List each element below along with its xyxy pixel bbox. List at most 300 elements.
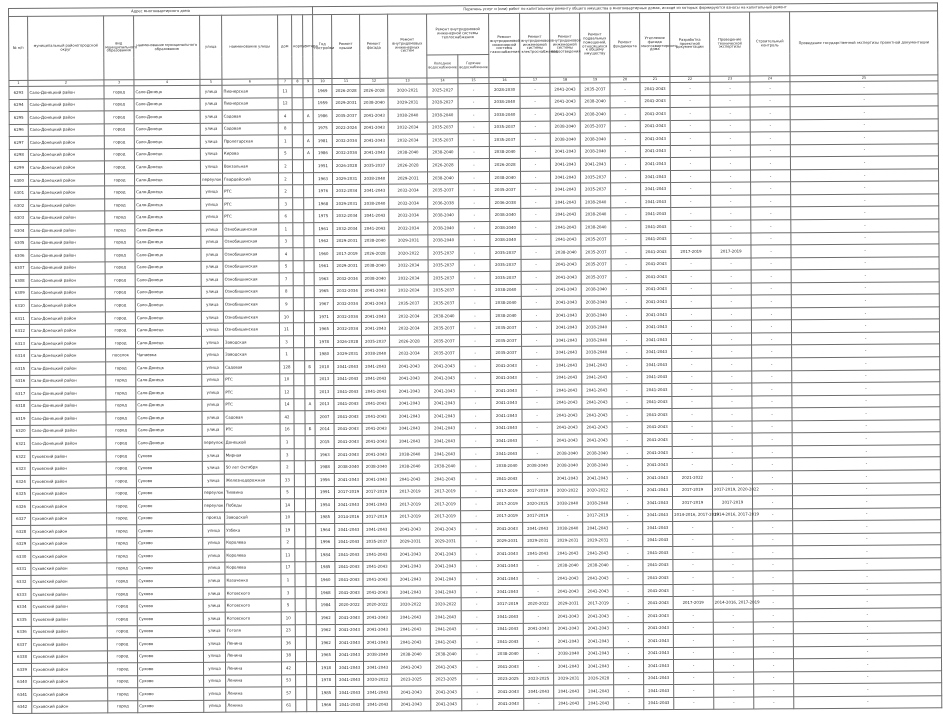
cell-tech-expertise: - <box>711 170 751 183</box>
cell-house: 9 <box>279 298 293 311</box>
cell-house: 5 <box>278 147 292 160</box>
cell-hot-water: - <box>459 196 490 209</box>
cell-house: 16 <box>280 424 294 437</box>
cell-foundation-repair: - <box>612 459 642 472</box>
cell-project-docs: - <box>672 371 712 384</box>
cell-row-number: 6309 <box>10 287 29 300</box>
cell-settlement: Сало-Донецк <box>135 324 201 337</box>
cell-korpus <box>292 135 303 148</box>
cell-letter <box>306 599 316 612</box>
cell-gas-repair: 2035-2037 <box>490 246 521 259</box>
cell-street-type: улица <box>201 186 223 199</box>
cell-facade-insulation: 2041-2043 <box>642 358 672 371</box>
cell-korpus <box>293 185 304 198</box>
cell-construction-control: - <box>753 558 793 571</box>
cell-foundation-repair: - <box>612 409 642 422</box>
cell-street: Садовая <box>222 110 278 123</box>
cell-district: Сало-Донецкий район <box>29 224 105 237</box>
cell-korpus <box>296 674 307 687</box>
cell-roof-repair: 2026-2028 <box>332 84 360 97</box>
cell-house: 8 <box>279 286 293 299</box>
cell-street: РТС <box>223 185 279 198</box>
cell-construction-control: - <box>754 684 794 697</box>
cell-facade-insulation: 2041-2043 <box>642 409 672 422</box>
cell-korpus <box>295 499 306 512</box>
cell-district: Сало-Донецкий район <box>28 124 104 137</box>
cell-cold-water: 2020-2022 <box>430 598 461 611</box>
cell-state-expertise: - <box>793 608 941 621</box>
cell-engineering-repair: 2017-2019 <box>391 511 430 524</box>
cell-sewer-repair: 2041-2043 <box>552 397 582 410</box>
column-number: 7 <box>278 79 292 85</box>
cell-row-number: 6305 <box>10 237 29 250</box>
col-header-year: Год постройки <box>313 15 332 79</box>
cell-power-repair: 2020-2025 <box>523 497 553 510</box>
col-header-power: Ремонт внутридомовой инженерной системы электроснабжения <box>520 13 550 77</box>
cell-letter <box>306 624 316 637</box>
cell-district: Суховский район <box>30 475 106 488</box>
cell-engineering-repair: 2029-2031 <box>391 536 430 549</box>
cell-settlement-type: город <box>105 261 135 274</box>
cell-state-expertise: - <box>794 658 942 671</box>
cell-district: Суховский район <box>31 613 107 626</box>
cell-foundation-repair: - <box>612 421 642 434</box>
column-number: 1 <box>9 80 28 86</box>
cell-foundation-repair: - <box>611 183 641 196</box>
cell-house: 42 <box>282 662 296 675</box>
cell-facade-insulation: 2041-2043 <box>644 672 674 685</box>
cell-house: 11 <box>281 549 295 562</box>
cell-korpus <box>294 336 305 349</box>
cell-foundation-repair: - <box>612 384 642 397</box>
cell-cellar-repair: 2038-2040 <box>583 497 613 510</box>
cell-district: Сало-Донецкий район <box>30 412 106 425</box>
cell-state-expertise: - <box>793 570 941 583</box>
cell-year-built: 1985 <box>317 687 336 700</box>
cell-project-docs: - <box>674 684 714 697</box>
cell-engineering-repair: 2032-2034 <box>388 134 427 147</box>
cell-year-built: 1961 <box>314 223 333 236</box>
cell-construction-control: - <box>752 383 792 396</box>
column-number: 2 <box>28 80 104 86</box>
cell-foundation-repair: - <box>611 283 641 296</box>
cell-tech-expertise: - <box>711 320 751 333</box>
cell-settlement: Сухово <box>137 499 203 512</box>
cell-letter: Б <box>305 361 315 374</box>
cell-street: Ленина <box>226 700 282 713</box>
cell-hot-water: - <box>458 84 489 97</box>
cell-district: Суховский район <box>31 513 107 526</box>
cell-settlement: Сало-Донецк <box>134 136 200 149</box>
cell-gas-repair: 2029-2031 <box>492 535 523 548</box>
cell-tech-expertise: - <box>711 207 751 220</box>
cell-gas-repair: 2041-2043 <box>492 573 523 586</box>
cell-cold-water: 2041-2043 <box>431 699 462 712</box>
cell-roof-repair: 2041-2043 <box>334 411 362 424</box>
cell-district: Сало-Донецкий район <box>28 161 104 174</box>
col-header-settlement: наименование муниципального образования <box>134 15 200 79</box>
cell-hot-water: - <box>458 96 489 109</box>
cell-hot-water: - <box>460 447 491 460</box>
cell-hot-water: - <box>461 560 492 573</box>
cell-roof-repair: 2032-2034 <box>333 285 361 298</box>
cell-cellar-repair: 2041-2043 <box>583 610 613 623</box>
cell-street: Донецкой <box>224 436 280 449</box>
cell-letter <box>304 235 314 248</box>
cell-settlement-type: город <box>106 424 136 437</box>
col-header-control: Проведение государственной экспертизы проектной документации <box>790 11 939 76</box>
cell-house: 12 <box>280 386 294 399</box>
cell-house: 14 <box>280 398 294 411</box>
cell-hot-water: - <box>458 134 489 147</box>
cell-sewer-repair: 2041-2043 <box>551 221 581 234</box>
cell-year-built: 2013 <box>315 398 334 411</box>
cell-roof-repair: 2041-2043 <box>335 649 363 662</box>
cell-cellar-repair: 2035-2037 <box>581 246 611 259</box>
cell-year-built: 1962 <box>314 235 333 248</box>
table-body <box>9 81 942 714</box>
cell-state-expertise: - <box>791 256 939 269</box>
cell-facade-repair: 2041-2043 <box>363 498 391 511</box>
cell-construction-control: - <box>753 533 793 546</box>
cell-letter <box>305 373 315 386</box>
cell-settlement-type: город <box>105 249 135 262</box>
cell-tech-expertise: - <box>714 672 754 685</box>
cell-letter <box>304 323 314 336</box>
cell-row-number: 6327 <box>12 513 31 526</box>
cell-engineering-repair: 2041-2043 <box>391 523 430 536</box>
cell-cold-water: 2038-2040 <box>428 172 459 185</box>
cell-cold-water: 2038-2040 <box>429 460 460 473</box>
cell-facade-repair: 2041-2043 <box>360 109 388 122</box>
cell-letter <box>303 160 313 173</box>
cell-street: РТС <box>223 210 279 223</box>
cell-settlement: Сало-Донецк <box>135 236 201 249</box>
cell-roof-repair: 2041-2043 <box>334 373 362 386</box>
cell-district: Сало-Донецкий район <box>29 274 105 287</box>
cell-street: Котовского <box>225 599 281 612</box>
cell-state-expertise: - <box>793 545 941 558</box>
cell-hot-water: - <box>461 636 492 649</box>
cell-cold-water: 2041-2043 <box>429 423 460 436</box>
cell-gas-repair: 2041-2043 <box>492 623 523 636</box>
cell-letter <box>305 436 315 449</box>
header-row <box>9 11 938 58</box>
cell-construction-control: - <box>753 521 793 534</box>
col-header-foundation: Ремонт фундамента <box>610 13 640 77</box>
cell-cold-water: 2029-2031 <box>430 535 461 548</box>
cell-construction-control: - <box>753 546 793 559</box>
cell-power-repair: 2029-2031 <box>523 535 553 548</box>
cell-street: Победы <box>225 499 281 512</box>
cell-cellar-repair: 2038-2040 <box>580 108 610 121</box>
cell-roof-repair: 2029-2031 <box>333 235 361 248</box>
cell-street-type: улица <box>204 687 226 700</box>
cell-facade-insulation: 2041-2043 <box>641 208 671 221</box>
cell-power-repair: - <box>522 409 552 422</box>
cell-row-number: 6323 <box>11 463 30 476</box>
cell-korpus <box>294 361 305 374</box>
cell-settlement-type: город <box>107 525 137 538</box>
cell-cellar-repair: 2038-2040 <box>581 309 611 322</box>
cell-state-expertise: - <box>790 106 938 119</box>
cell-settlement-type: город <box>104 148 134 161</box>
cell-cold-water: 2041-2043 <box>430 573 461 586</box>
cell-roof-repair: 2032-2034 <box>333 323 361 336</box>
cell-street-type: улица <box>202 336 224 349</box>
cell-gas-repair: 2041-2043 <box>492 610 523 623</box>
cell-engineering-repair: 2041-2043 <box>392 661 431 674</box>
cell-district: Сало-Донецкий район <box>29 199 105 212</box>
cell-cold-water: 2041-2043 <box>429 397 460 410</box>
cell-facade-repair: 2041-2043 <box>361 297 389 310</box>
cell-project-docs: - <box>672 459 712 472</box>
cell-facade-insulation: 2041-2043 <box>642 446 672 459</box>
cell-project-docs: 2017-2019 <box>672 484 712 497</box>
cell-row-number: 6340 <box>13 676 32 689</box>
cell-facade-insulation: 2041-2043 <box>641 220 671 233</box>
cell-cellar-repair: 2035-2037 <box>580 83 610 96</box>
cell-street-type: улица <box>201 311 223 324</box>
cell-tech-expertise: 2014-2016, 2017-2019 <box>713 596 753 609</box>
cell-foundation-repair: - <box>610 145 640 158</box>
cell-cold-water: 2026-2028 <box>427 159 458 172</box>
cell-settlement: Сухово <box>136 474 202 487</box>
cell-tech-expertise: - <box>712 446 752 459</box>
cell-power-repair: - <box>522 347 552 360</box>
cell-settlement: Сало-Донецк <box>136 386 202 399</box>
col-header-pd: Разработка проектной документации <box>670 12 710 76</box>
cell-tech-expertise: - <box>712 333 752 346</box>
cell-letter: А <box>305 398 315 411</box>
cell-hot-water: - <box>460 485 491 498</box>
cell-hot-water: - <box>459 272 490 285</box>
cell-street-type: улица <box>203 524 225 537</box>
col-header-house: дом <box>278 15 292 79</box>
cell-facade-repair: 2041-2043 <box>362 360 390 373</box>
cell-house: 38 <box>281 649 295 662</box>
cell-settlement-type: город <box>106 437 136 450</box>
cell-roof-repair: 2041-2043 <box>334 423 362 436</box>
cell-letter <box>303 122 313 135</box>
cell-year-built: 2013 <box>315 373 334 386</box>
cell-house: 2 <box>278 160 292 173</box>
cell-settlement: Сало-Донецк <box>135 311 201 324</box>
cell-row-number: 6306 <box>10 249 29 262</box>
cell-state-expertise: - <box>793 495 941 508</box>
document-page <box>8 3 930 710</box>
cell-cellar-repair: 2041-2043 <box>584 698 614 711</box>
cell-project-docs: - <box>672 421 712 434</box>
cell-state-expertise: - <box>794 683 942 696</box>
cell-district: Сало-Донецкий район <box>28 86 104 99</box>
cell-state-expertise: - <box>792 420 940 433</box>
cell-gas-repair: 2017-2019 <box>492 510 523 523</box>
cell-facade-repair: 2038-2040 <box>360 97 388 110</box>
cell-foundation-repair: - <box>610 120 640 133</box>
cell-cellar-repair: 2020-2022 <box>582 484 612 497</box>
cell-house: 10 <box>280 373 294 386</box>
cell-cellar-repair: 2038-2040 <box>581 208 611 221</box>
cell-settlement-type: город <box>106 399 136 412</box>
cell-street: Железнодорожная <box>224 474 280 487</box>
cell-facade-insulation: 2041-2043 <box>641 271 671 284</box>
cell-cellar-repair: 2041-2043 <box>583 522 613 535</box>
cell-street-type: улица <box>204 700 226 713</box>
cell-tech-expertise: - <box>710 145 750 158</box>
cell-tech-expertise: - <box>712 433 752 446</box>
cell-year-built: 1965 <box>314 323 333 336</box>
cell-cold-water: 2038-2040 <box>430 648 461 661</box>
cell-construction-control: - <box>750 94 790 107</box>
cell-facade-repair: 2041-2043 <box>361 323 389 336</box>
cell-district: Сало-Донецкий район <box>29 287 105 300</box>
cell-cold-water: 2017-2019 <box>429 485 460 498</box>
cell-settlement: Сухово <box>138 675 204 688</box>
cell-hot-water: - <box>460 422 491 435</box>
cell-district: Суховский район <box>30 487 106 500</box>
cell-facade-repair: 2038-2040 <box>361 172 389 185</box>
cell-house: 7 <box>279 273 293 286</box>
cell-cold-water: 2041-2043 <box>429 473 460 486</box>
cell-construction-control: - <box>751 195 791 208</box>
cell-korpus <box>294 386 305 399</box>
cell-settlement-type: город <box>104 86 134 99</box>
cell-settlement: Сало-Донецк <box>135 286 201 299</box>
cell-settlement-type: город <box>104 136 134 149</box>
cell-power-repair: - <box>521 221 551 234</box>
cell-construction-control: - <box>751 270 791 283</box>
cell-cold-water: 2036-2038 <box>428 197 459 210</box>
cell-row-number: 6331 <box>12 563 31 576</box>
cell-construction-control: - <box>750 132 790 145</box>
cell-district: Суховский район <box>31 550 107 563</box>
cell-power-repair: 2041-2043 <box>523 522 553 535</box>
cell-cellar-repair: 2041-2043 <box>582 434 612 447</box>
cell-year-built: 1963 <box>315 448 334 461</box>
cell-roof-repair: 2029-2031 <box>333 197 361 210</box>
cell-letter <box>304 273 314 286</box>
cell-engineering-repair: 2035-2037 <box>389 297 428 310</box>
cell-cold-water: 2041-2043 <box>429 372 460 385</box>
cell-settlement-type: город <box>105 224 135 237</box>
cell-construction-control: - <box>752 433 792 446</box>
cell-construction-control: - <box>751 207 791 220</box>
cell-construction-control: - <box>751 257 791 270</box>
cell-street-type: улица <box>203 587 225 600</box>
cell-district: Сало-Донецкий район <box>30 400 106 413</box>
cell-house: 23 <box>281 624 295 637</box>
cell-cold-water: 2041-2043 <box>429 385 460 398</box>
cell-cellar-repair: 2041-2043 <box>582 409 612 422</box>
col-header-korpus: корпус <box>292 15 303 79</box>
cell-project-docs: - <box>674 659 714 672</box>
cell-roof-repair: 2032-2034 <box>333 210 361 223</box>
cell-korpus <box>293 223 304 236</box>
cell-year-built: 1967 <box>314 298 333 311</box>
cell-foundation-repair: - <box>611 308 641 321</box>
cell-row-number: 6293 <box>9 86 28 99</box>
cell-district: Суховский район <box>30 462 106 475</box>
cell-construction-control: - <box>751 182 791 195</box>
cell-roof-repair: 2032-2034 <box>333 185 361 198</box>
cell-settlement: Сухово <box>136 449 202 462</box>
cell-row-number: 6318 <box>11 400 30 413</box>
cell-state-expertise: - <box>791 194 939 207</box>
col-header-hot: Горячее водоснабжение <box>458 55 489 78</box>
cell-power-repair: - <box>523 560 553 573</box>
cell-house: 128 <box>280 361 294 374</box>
cell-power-repair: - <box>524 660 554 673</box>
col-header-facade: Ремонт фасада <box>360 14 388 78</box>
cell-roof-repair: 2041-2043 <box>334 398 362 411</box>
cell-year-built: 1964 <box>316 524 335 537</box>
cell-facade-insulation: 2041-2043 <box>642 333 672 346</box>
cell-facade-repair: 2041-2043 <box>363 561 391 574</box>
cell-cold-water: 2035-2037 <box>427 134 458 147</box>
col-header-engineering: Ремонт внутридомовых инженерных систем <box>388 14 427 78</box>
cell-house: 10 <box>281 612 295 625</box>
cell-cold-water: 2035-2037 <box>429 347 460 360</box>
cell-year-built: 1962 <box>316 611 335 624</box>
cell-roof-repair: 2041-2043 <box>336 687 364 700</box>
cell-letter <box>306 637 316 650</box>
cell-cold-water: 2041-2043 <box>429 435 460 448</box>
cell-hot-water: - <box>461 523 492 536</box>
col-header-settlement-type: вид муниципального образования <box>104 16 134 80</box>
cell-year-built: 1996 <box>316 536 335 549</box>
cell-house: 61 <box>282 700 296 713</box>
cell-tech-expertise: - <box>713 609 753 622</box>
cell-year-built: 2015 <box>315 436 334 449</box>
cell-facade-repair: 2035-2037 <box>362 335 390 348</box>
cell-facade-insulation: 2041-2043 <box>641 170 671 183</box>
cell-street-type: улица <box>200 135 222 148</box>
cell-foundation-repair: - <box>610 133 640 146</box>
cell-project-docs: - <box>671 233 711 246</box>
cell-project-docs: - <box>671 258 711 271</box>
cell-roof-repair: 2041-2043 <box>334 385 362 398</box>
cell-letter <box>304 260 314 273</box>
cell-engineering-repair: 2041-2043 <box>390 398 429 411</box>
cell-roof-repair: 2038-2040 <box>334 461 362 474</box>
column-number: 25 <box>790 75 938 82</box>
cell-roof-repair: 2041-2043 <box>334 360 362 373</box>
cell-cold-water: 2041-2043 <box>431 661 462 674</box>
cell-year-built: 1978 <box>317 674 336 687</box>
cell-facade-insulation: 2041-2043 <box>643 622 673 635</box>
cell-project-docs: - <box>670 132 710 145</box>
cell-street-type: улица <box>201 211 223 224</box>
cell-project-docs: - <box>670 120 710 133</box>
cell-house: 53 <box>282 674 296 687</box>
cell-tech-expertise: - <box>713 534 753 547</box>
column-number: 12 <box>360 78 388 84</box>
cell-foundation-repair: - <box>613 534 643 547</box>
column-number: 16 <box>489 77 520 83</box>
cell-korpus <box>294 461 305 474</box>
cell-cellar-repair: 2026-2028 <box>584 673 614 686</box>
cell-street: РТС <box>224 424 280 437</box>
cell-state-expertise: - <box>793 507 941 520</box>
cell-hot-water: - <box>459 259 490 272</box>
cell-gas-repair: 2035-2037 <box>490 322 521 335</box>
cell-year-built: 1961 <box>314 260 333 273</box>
cell-street-type: улица <box>201 223 223 236</box>
cell-roof-repair: 2032-2034 <box>333 273 361 286</box>
cell-engineering-repair: 2041-2043 <box>391 623 430 636</box>
cell-project-docs: - <box>671 183 711 196</box>
